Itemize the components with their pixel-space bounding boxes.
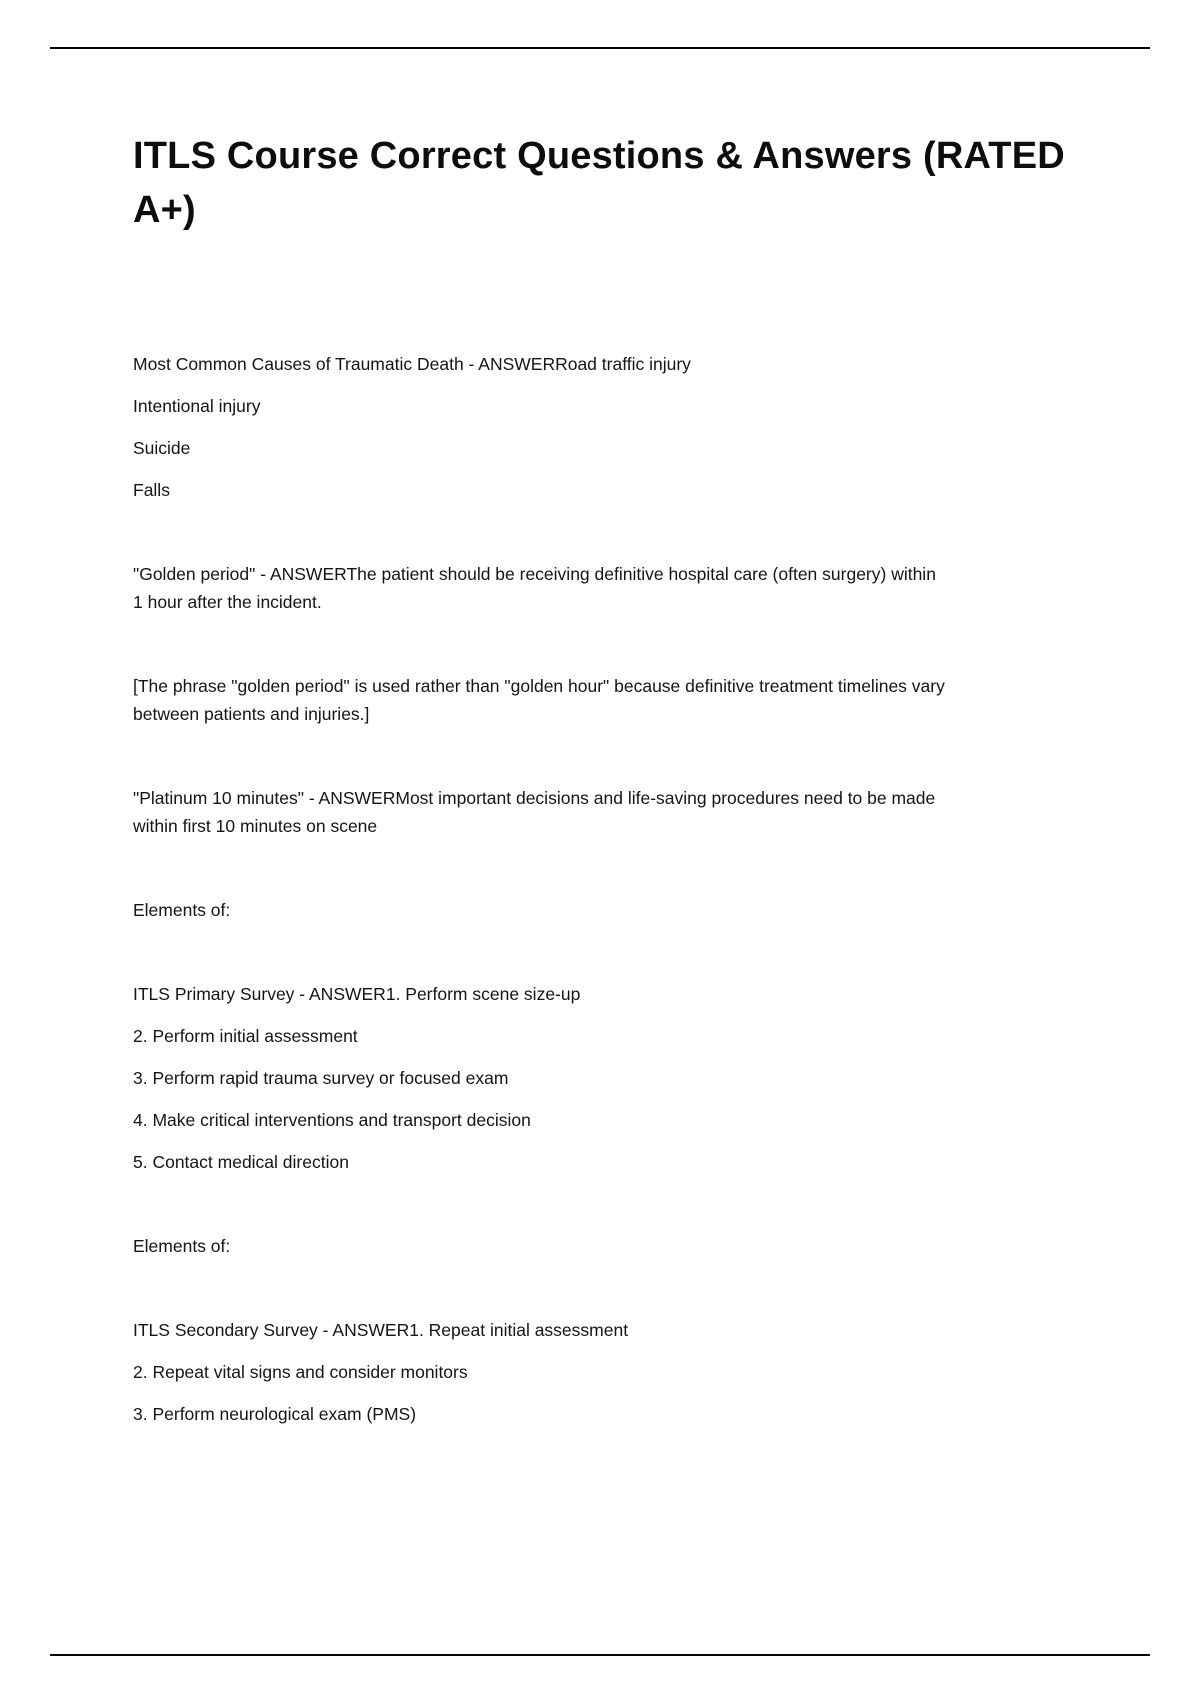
paragraph: Suicide [133,437,191,458]
paragraph: 2. Perform initial assessment [133,1025,358,1046]
paragraph: 4. Make critical interventions and transport decision [133,1109,531,1130]
paragraph: 3. Perform neurological exam (PMS) [133,1403,417,1424]
document-content [133,0,1067,1428]
paragraph: Intentional injury [133,395,261,416]
text-block [133,350,945,504]
text-block [133,896,945,924]
text-block [133,980,945,1176]
text-block [133,1232,945,1260]
paragraph: Elements of: [133,899,231,920]
paragraph: Falls [133,479,170,500]
text-block [133,672,945,728]
document-title: ITLS Course Correct Questions & Answers (RATED A+) [133,135,1065,231]
paragraph: 3. Perform rapid trauma survey or focused exam [133,1067,509,1088]
paragraph: "Platinum 10 minutes" - ANSWERMost important decisions and life-saving procedures need to be made within first 10 minutes on scene [133,787,936,836]
paragraph: ITLS Primary Survey - ANSWER1. Perform scene size-up [133,983,581,1004]
paragraph: 5. Contact medical direction [133,1151,349,1172]
paragraph: ITLS Secondary Survey - ANSWER1. Repeat initial assessment [133,1319,629,1340]
paragraph: [The phrase "golden period" is used rather than "golden hour" because definitive treatment timelines vary between patients and injuries.] [133,675,945,724]
text-block [133,784,945,840]
bottom-rule [50,1654,1150,1656]
paragraph: "Golden period" - ANSWERThe patient should be receiving definitive hospital care (often surgery) within 1 hour after the incident. [133,563,936,612]
text-block [133,560,945,616]
text-block [133,1316,945,1428]
document-body [133,350,945,1428]
paragraph: Most Common Causes of Traumatic Death - ANSWERRoad traffic injury [133,353,691,374]
paragraph: 2. Repeat vital signs and consider monitors [133,1361,468,1382]
paragraph: Elements of: [133,1235,231,1256]
